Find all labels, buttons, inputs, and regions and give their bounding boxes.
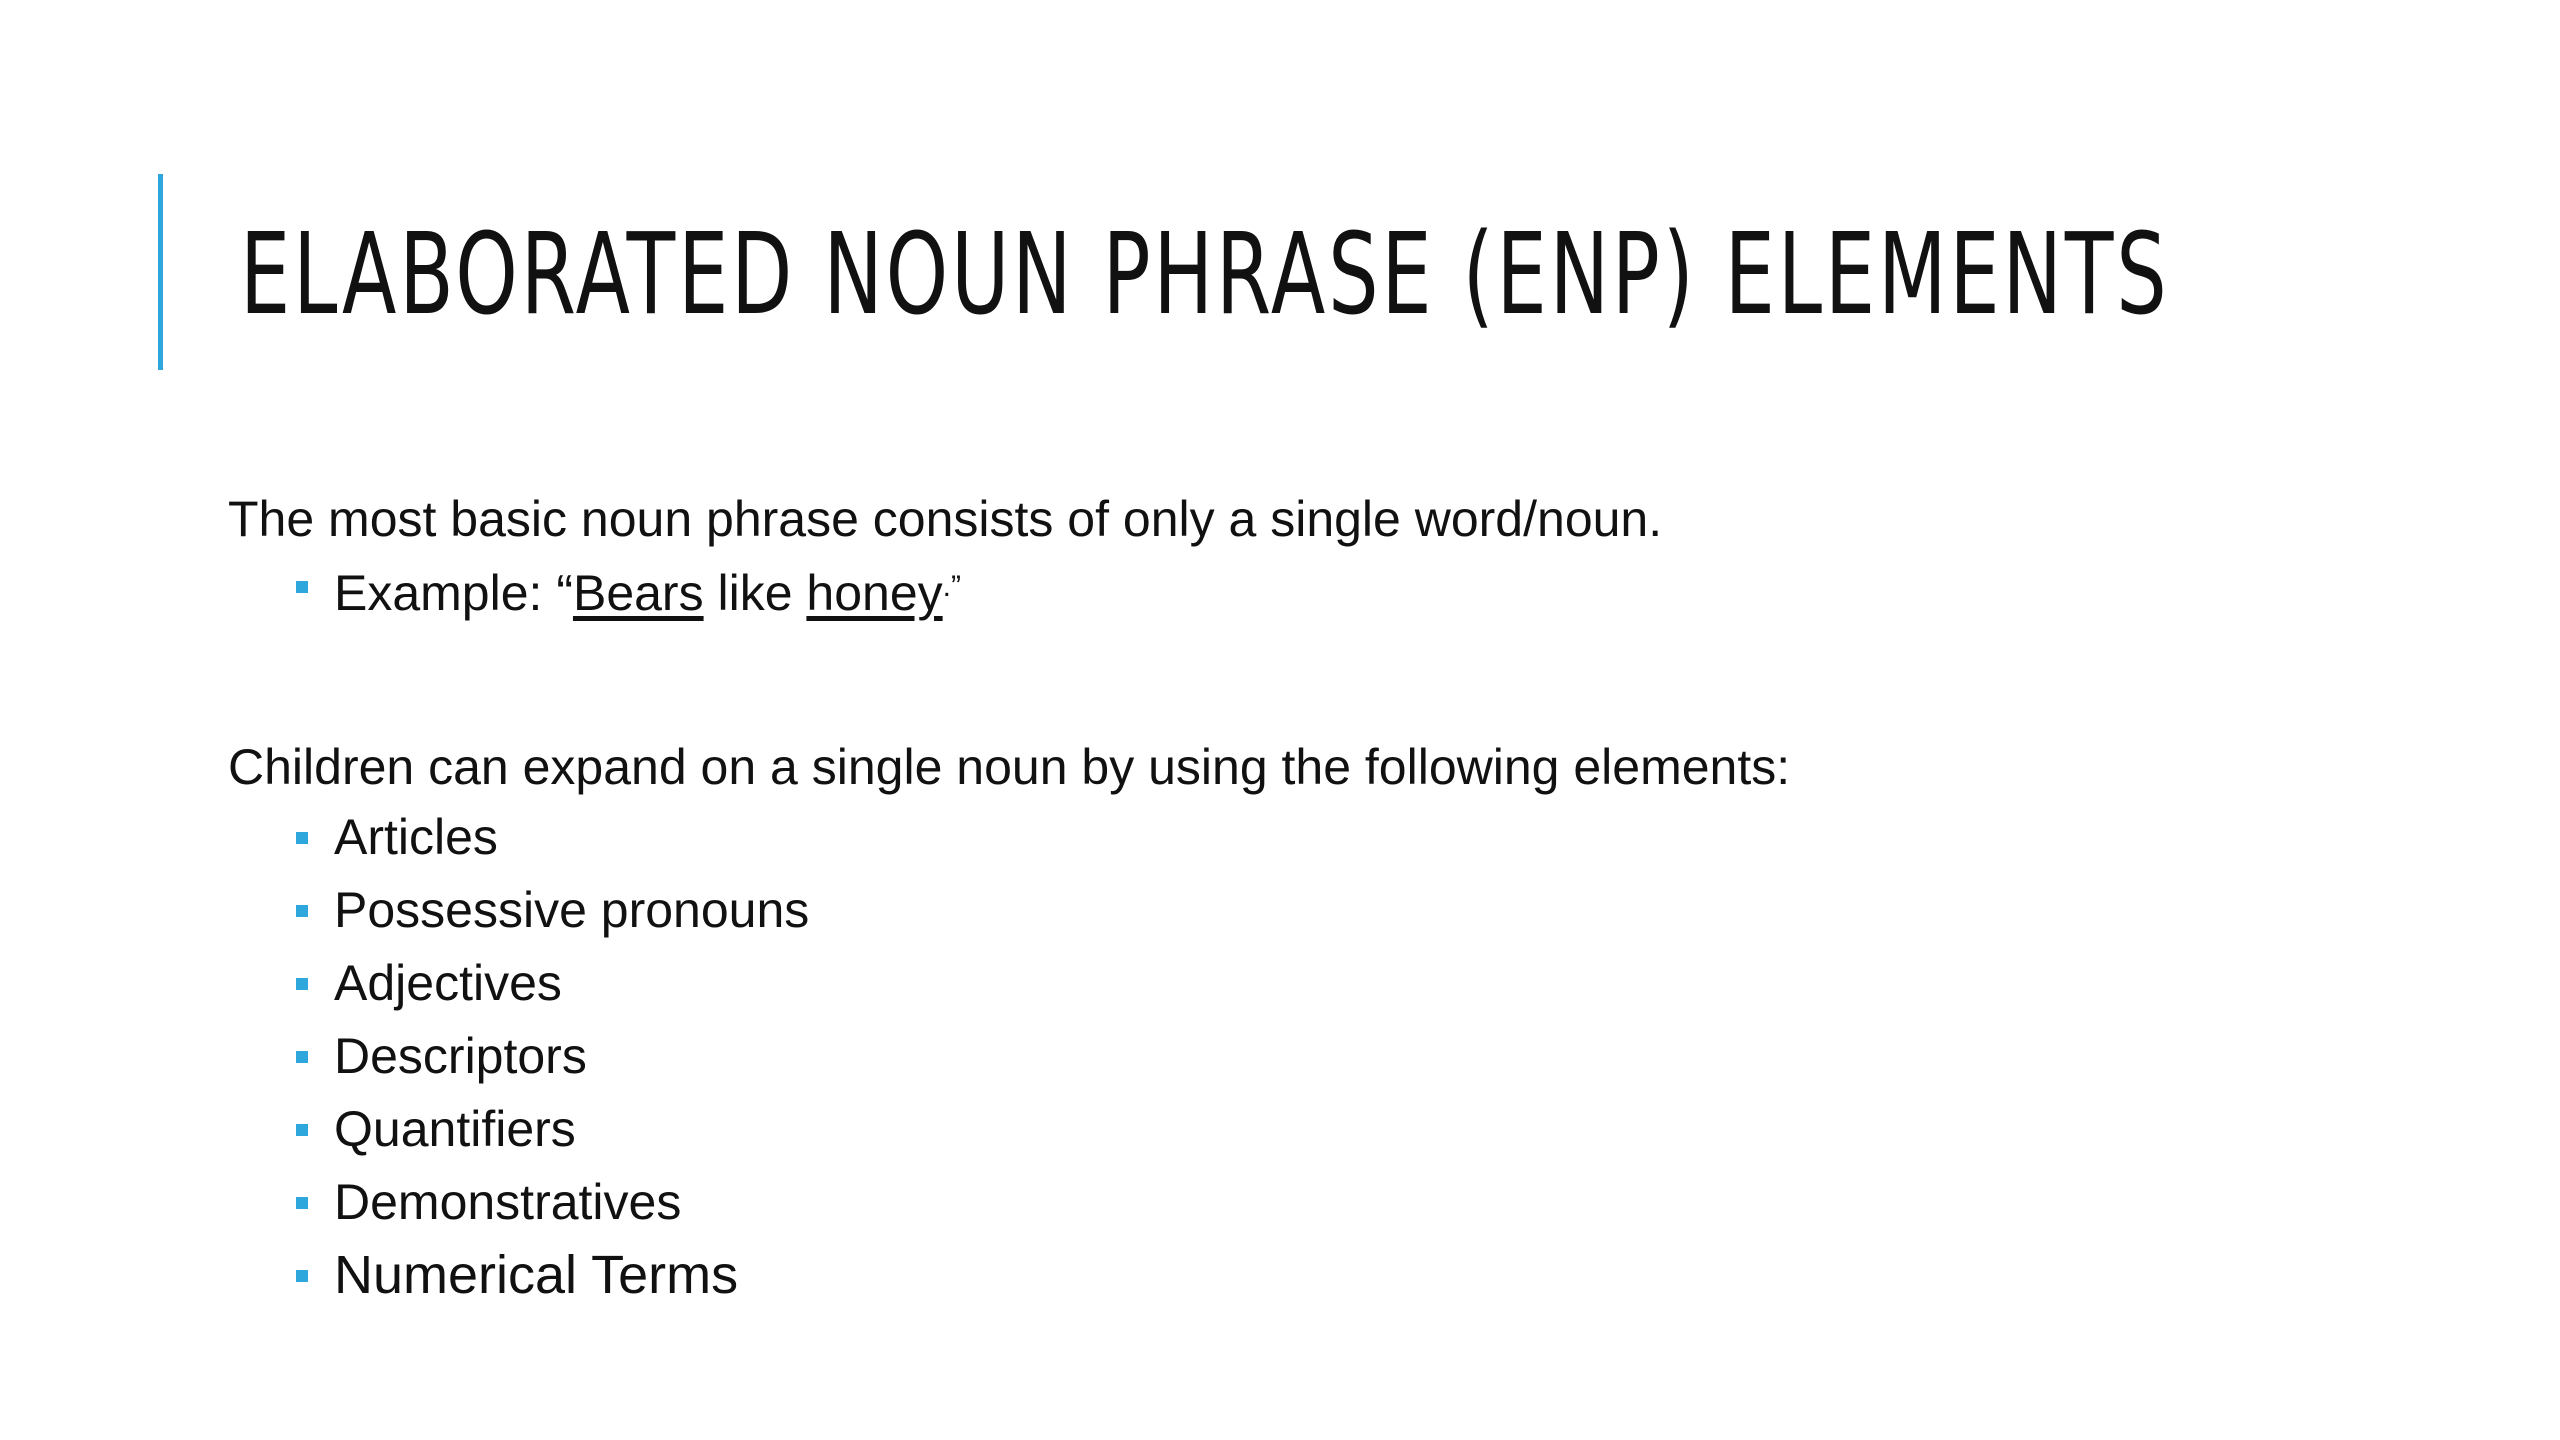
list-item	[296, 1020, 2328, 1093]
square-bullet-icon	[296, 905, 308, 917]
square-bullet-icon	[296, 978, 308, 990]
element-label: Possessive pronouns	[334, 882, 810, 938]
element-label: Descriptors	[334, 1028, 587, 1084]
list-item	[296, 1166, 2328, 1239]
example-suffix: .”	[942, 570, 961, 603]
example-prefix: Example: “	[334, 565, 573, 621]
intro-text: The most basic noun phrase consists of only a single word/noun.	[228, 491, 1663, 547]
list-item	[296, 801, 2328, 874]
example-list	[228, 553, 2328, 627]
element-label: Quantifiers	[334, 1101, 576, 1157]
square-bullet-icon	[296, 1270, 308, 1282]
example-noun-honey: honey	[806, 565, 943, 621]
element-label: Numerical Terms	[334, 1245, 739, 1305]
title-accent-bar	[158, 174, 163, 370]
square-bullet-icon	[296, 1051, 308, 1063]
list-item	[296, 1093, 2328, 1166]
list-item	[296, 874, 2328, 947]
square-bullet-icon	[296, 1197, 308, 1209]
list-item	[296, 1239, 2328, 1312]
slide-title: ELABORATED NOUN PHRASE (ENP) ELEMENTS	[240, 210, 2170, 340]
section-spacer	[228, 627, 2328, 733]
list-item	[296, 947, 2328, 1020]
element-label: Adjectives	[334, 955, 562, 1011]
element-label: Demonstratives	[334, 1174, 682, 1230]
example-middle: like	[703, 565, 807, 621]
square-bullet-icon	[296, 832, 308, 844]
square-bullet-icon	[296, 1124, 308, 1136]
element-label: Articles	[334, 809, 498, 865]
expansion-intro-text: Children can expand on a single noun by using the following elements:	[228, 739, 1791, 795]
example-item	[296, 553, 2328, 627]
slide-body	[228, 485, 2328, 1312]
square-bullet-icon	[296, 581, 308, 593]
example-noun-bears: Bears	[572, 565, 704, 621]
elements-list	[228, 801, 2328, 1312]
